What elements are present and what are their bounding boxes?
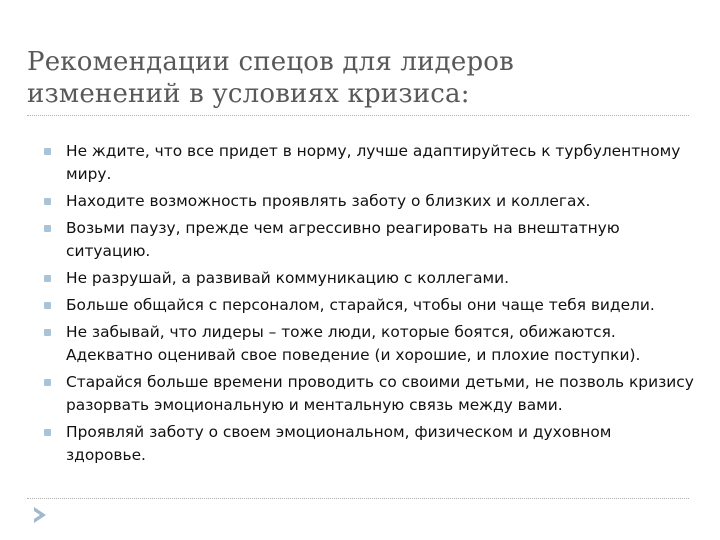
bullet-text: Не разрушай, а развивай коммуникацию с коллегами. [66,269,510,287]
bullet-text: Находите возможность проявлять заботу о близких и коллегах. [66,192,591,210]
list-item [44,140,694,186]
bullet-marker-icon [44,148,51,155]
list-item [44,217,694,263]
bullet-list [44,140,694,471]
bullet-marker-icon [44,329,51,336]
list-item [44,190,694,213]
title-divider [27,115,689,116]
bullet-text: Старайся больше времени проводить со своими детьми, не позволь кризису разорвать эмоциональную и ментальную связь между вами. [66,373,694,414]
footer-divider [27,498,689,499]
bullet-marker-icon [44,225,51,232]
chevron-right-icon[interactable] [30,505,50,525]
bullet-text: Не забывай, что лидеры – тоже люди, которые боятся, обижаются. Адекватно оценивай свое поведение (и хорошие, и плохие поступки). [66,323,641,364]
bullet-marker-icon [44,429,51,436]
bullet-text: Больше общайся с персоналом, старайся, чтобы они чаще тебя видели. [66,296,655,314]
list-item [44,321,694,367]
bullet-marker-icon [44,275,51,282]
list-item [44,371,694,417]
list-item [44,267,694,290]
list-item [44,294,694,317]
slide-title: Рекомендации спецов для лидеров изменений в условиях кризиса: [27,47,514,109]
bullet-text: Проявляй заботу о своем эмоциональном, физическом и духовном здоровье. [66,423,612,464]
bullet-marker-icon [44,302,51,309]
list-item [44,421,694,467]
bullet-text: Возьми паузу, прежде чем агрессивно реагировать на внештатную ситуацию. [66,219,620,260]
bullet-marker-icon [44,379,51,386]
bullet-marker-icon [44,198,51,205]
bullet-text: Не ждите, что все придет в норму, лучше адаптируйтесь к турбулентному миру. [66,142,681,183]
